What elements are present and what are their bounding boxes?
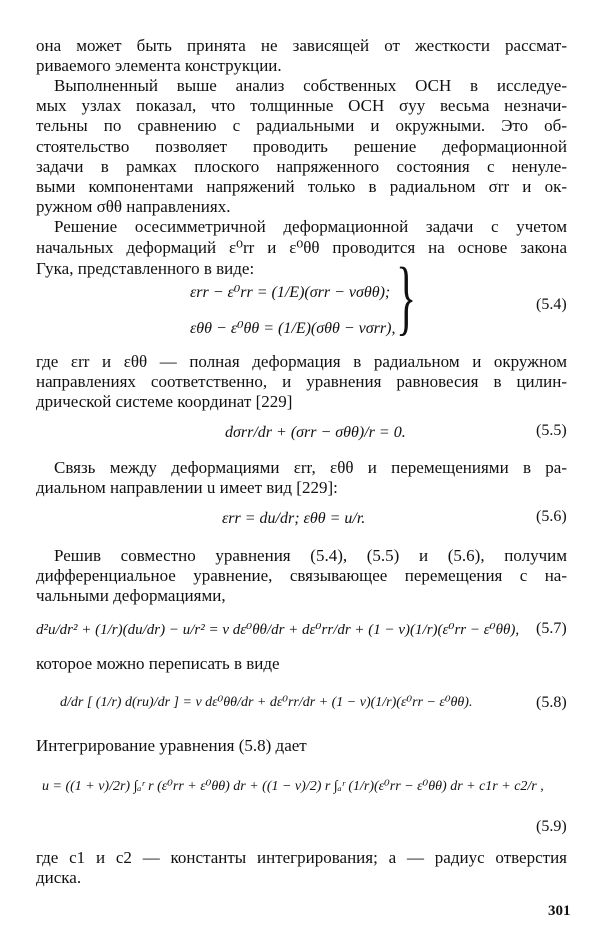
text-line: ружном σθθ направлениях. [36,197,231,216]
equation-number: (5.4) [536,296,567,313]
text-line: Выполненный выше анализ собственных ОСН в исследуе- [54,76,567,95]
equation-5-8: d/dr [ (1/r) d(ru)/dr ] = ν dε⁰θθ/dr + dε⁰rr/dr + (1 − ν)(1/r)(ε⁰rr − ε⁰θθ). [60,695,473,710]
text-line: Связь между деформациями εrr, εθθ и перемещениями в ра- [54,458,567,477]
text-line: начальных деформаций ε⁰rr и ε⁰θθ проводится на основе закона [36,238,567,257]
equation-5-7: d²u/dr² + (1/r)(du/dr) − u/r² = ν dε⁰θθ/dr + dε⁰rr/dr + (1 − ν)(1/r)(ε⁰rr − ε⁰θθ), [36,622,520,638]
equation-number: (5.5) [536,422,567,439]
text-line: стоятельство позволяет проводить решение деформационной [36,137,567,156]
text-line: выми компонентами напряжений только в радиальном σrr и ок- [36,177,567,196]
equation-5-5: dσrr/dr + (σrr − σθθ)/r = 0. [225,424,406,441]
text-line: Решение осесимметричной деформационной задачи с учетом [54,217,567,236]
text-line: Гука, представленного в виде: [36,259,255,278]
text-line: дрической системе координат [229] [36,392,293,411]
equation-5-4-line-2: εθθ − ε⁰θθ = (1/E)(σθθ − νσrr), [190,320,396,337]
text-line: тельны по сравнению с радиальными и окружными. Это об- [36,116,567,135]
text-line: чальными деформациями, [36,586,226,605]
text-line: направлениях соответственно, и уравнения равновесия в цилин- [36,372,567,391]
equation-5-6: εrr = du/dr; εθθ = u/r. [222,510,366,527]
text-line: где c1 и c2 — константы интегрирования; a — радиус отверстия [36,848,567,867]
text-line: Решив совместно уравнения (5.4), (5.5) и (5.6), получим [54,546,567,565]
text-line: она может быть принята не зависящей от жесткости рассмат- [36,36,567,55]
text-line: диальном направлении u имеет вид [229]: [36,478,338,497]
text-line: где εrr и εθθ — полная деформация в радиальном и окружном [36,352,567,371]
page-number: 301 [548,903,571,919]
equation-5-9: u = ((1 + ν)/2r) ∫ₐʳ r (ε⁰rr + ε⁰θθ) dr + ((1 − ν)/2) r ∫ₐʳ (1/r)(ε⁰rr − ε⁰θθ) dr + c1r + c2/r , [42,779,544,794]
equation-5-4-line-1: εrr − ε⁰rr = (1/E)(σrr − νσθθ); [190,284,391,301]
text-line: Интегрирование уравнения (5.8) дает [36,736,307,755]
equation-number: (5.6) [536,508,567,525]
curly-brace-icon: } [396,251,417,344]
equation-number: (5.7) [536,620,567,637]
equation-number: (5.8) [536,694,567,711]
text-line: мых узлах показал, что толщинные ОСН σyy весьма незначи- [36,96,567,115]
equation-number: (5.9) [536,818,567,835]
text-line: диска. [36,868,82,887]
text-line: которое можно переписать в виде [36,654,280,673]
text-line: дифференциальное уравнение, связывающее перемещения с на- [36,566,567,585]
text-line: задачи в рамках плоского напряженного состояния с ненуле- [36,157,567,176]
text-line: риваемого элемента конструкции. [36,56,282,75]
